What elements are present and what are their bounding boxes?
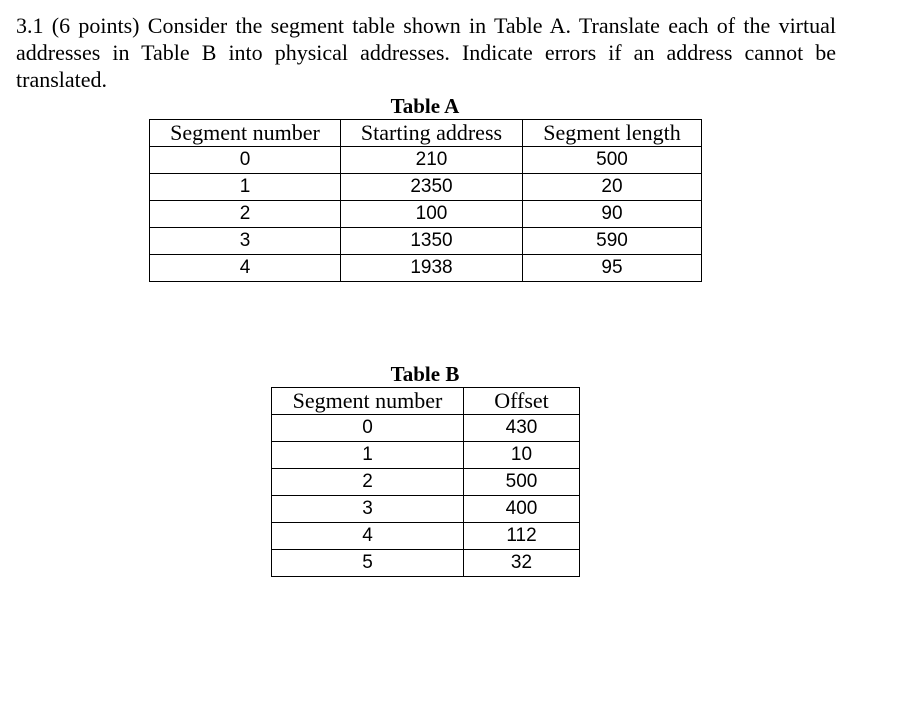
segment-number-cell: 4 [150, 255, 341, 282]
offset-cell: 430 [464, 415, 580, 442]
segment-number-cell: 2 [150, 201, 341, 228]
segment-number-cell: 2 [272, 469, 464, 496]
offset-cell: 10 [464, 442, 580, 469]
table-b-header-row [272, 388, 580, 415]
starting-address-cell: 210 [341, 147, 523, 174]
table-b [271, 387, 580, 577]
starting-address-cell: 100 [341, 201, 523, 228]
table-row [272, 523, 580, 550]
starting-address-cell: 1938 [341, 255, 523, 282]
table-row [150, 147, 702, 174]
segment-number-cell: 0 [150, 147, 341, 174]
offset-cell: 112 [464, 523, 580, 550]
table-b-header-segment-number: Segment number [272, 388, 464, 415]
table-a-header-starting-address: Starting address [341, 120, 523, 147]
table-b-caption: Table B [390, 362, 460, 386]
segment-number-cell: 1 [272, 442, 464, 469]
offset-cell: 500 [464, 469, 580, 496]
starting-address-cell: 2350 [341, 174, 523, 201]
table-row [150, 174, 702, 201]
segment-number-cell: 1 [150, 174, 341, 201]
table-row [272, 415, 580, 442]
table-b-header-offset: Offset [464, 388, 580, 415]
segment-number-cell: 3 [272, 496, 464, 523]
offset-cell: 400 [464, 496, 580, 523]
starting-address-cell: 1350 [341, 228, 523, 255]
table-row [272, 550, 580, 577]
segment-number-cell: 4 [272, 523, 464, 550]
table-row [272, 469, 580, 496]
question-text: 3.1 (6 points) Consider the segment table shown in Table A. Translate each of the virtual addresses in Table B into physical addresses. Indicate errors if an address cannot be translated. [16, 13, 836, 92]
table-a-caption: Table A [390, 94, 460, 118]
segment-length-cell: 95 [523, 255, 702, 282]
segment-length-cell: 500 [523, 147, 702, 174]
table-a-header-row [150, 120, 702, 147]
table-a-header-segment-number: Segment number [150, 120, 341, 147]
segment-length-cell: 20 [523, 174, 702, 201]
segment-number-cell: 3 [150, 228, 341, 255]
segment-length-cell: 90 [523, 201, 702, 228]
table-row [150, 255, 702, 282]
table-a-header-segment-length: Segment length [523, 120, 702, 147]
offset-cell: 32 [464, 550, 580, 577]
table-row [150, 228, 702, 255]
segment-length-cell: 590 [523, 228, 702, 255]
segment-number-cell: 5 [272, 550, 464, 577]
table-row [272, 442, 580, 469]
table-row [272, 496, 580, 523]
segment-number-cell: 0 [272, 415, 464, 442]
table-a [149, 119, 702, 282]
table-row [150, 201, 702, 228]
